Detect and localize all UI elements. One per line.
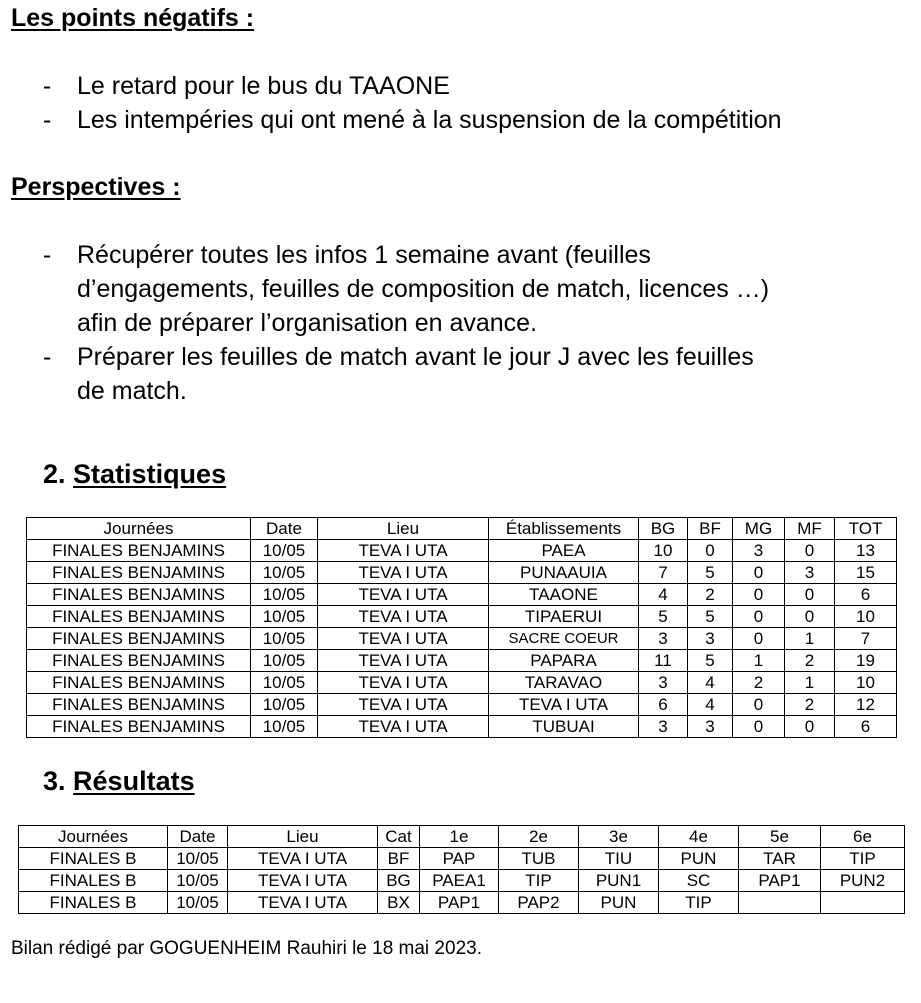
list-item-line: afin de préparer l’organisation en avance. xyxy=(77,309,538,337)
table-row xyxy=(27,716,897,738)
table-cell: TAAONE xyxy=(489,584,639,606)
table-cell: 4 xyxy=(639,584,688,606)
table-cell: 10/05 xyxy=(168,848,228,870)
table-cell: 3 xyxy=(785,562,835,584)
results-heading xyxy=(43,766,195,797)
table-cell: PAP1 xyxy=(739,870,821,892)
table-cell: 1 xyxy=(785,628,835,650)
table-cell: PAP1 xyxy=(420,892,499,914)
table-cell: TIP xyxy=(499,870,579,892)
list-item xyxy=(0,238,769,340)
table-cell: TEVA I UTA xyxy=(228,848,378,870)
table-cell: TEVA I UTA xyxy=(228,870,378,892)
column-header: Date xyxy=(168,826,228,848)
table-cell: 10 xyxy=(639,540,688,562)
table-header-row xyxy=(19,826,905,848)
column-header: TOT xyxy=(835,518,897,540)
results-number: 3. xyxy=(43,766,66,796)
column-header: BG xyxy=(639,518,688,540)
list-item-line: Préparer les feuilles de match avant le jour J avec les feuilles xyxy=(77,343,754,371)
table-cell: 5 xyxy=(688,606,733,628)
table-cell: TEVA I UTA xyxy=(318,650,489,672)
table-cell: 0 xyxy=(733,694,785,716)
table-cell: 0 xyxy=(733,562,785,584)
table-cell: 0 xyxy=(733,606,785,628)
table-cell: PUN2 xyxy=(821,870,905,892)
table-cell: TEVA I UTA xyxy=(318,562,489,584)
table-cell: 10/05 xyxy=(251,584,318,606)
table-row xyxy=(19,870,905,892)
table-cell: TEVA I UTA xyxy=(228,892,378,914)
column-header: 1e xyxy=(420,826,499,848)
table-cell: TIPAERUI xyxy=(489,606,639,628)
table-cell: 10/05 xyxy=(251,628,318,650)
table-cell: TEVA I UTA xyxy=(489,694,639,716)
table-header-row xyxy=(27,518,897,540)
table-cell: TEVA I UTA xyxy=(318,672,489,694)
table-cell: 2 xyxy=(688,584,733,606)
table-cell: FINALES BENJAMINS xyxy=(27,650,251,672)
negatives-title: Les points négatifs : xyxy=(11,4,255,32)
table-cell: 0 xyxy=(733,584,785,606)
table-cell: FINALES BENJAMINS xyxy=(27,584,251,606)
table-cell: 3 xyxy=(688,716,733,738)
table-row xyxy=(27,650,897,672)
table-cell: 10/05 xyxy=(251,540,318,562)
list-item-line: d’engagements, feuilles de composition de match, licences …) xyxy=(77,275,770,303)
table-cell: FINALES B xyxy=(19,848,168,870)
results-title: Résultats xyxy=(73,766,195,796)
column-header: 6e xyxy=(821,826,905,848)
table-row xyxy=(19,892,905,914)
column-header: Journées xyxy=(27,518,251,540)
table-cell: TARAVAO xyxy=(489,672,639,694)
table-cell: TIU xyxy=(579,848,659,870)
table-cell: 15 xyxy=(835,562,897,584)
table-cell: 13 xyxy=(835,540,897,562)
table-cell: 10/05 xyxy=(251,716,318,738)
table-cell: 6 xyxy=(835,584,897,606)
table-cell: TEVA I UTA xyxy=(318,628,489,650)
table-cell: PAPARA xyxy=(489,650,639,672)
column-header: 5e xyxy=(739,826,821,848)
list-item-line: de match. xyxy=(77,377,187,405)
column-header: MF xyxy=(785,518,835,540)
table-row xyxy=(27,584,897,606)
perspectives-list xyxy=(0,238,769,408)
table-cell: TEVA I UTA xyxy=(318,606,489,628)
table-cell: FINALES BENJAMINS xyxy=(27,606,251,628)
column-header: 4e xyxy=(659,826,739,848)
statistics-table xyxy=(26,517,897,738)
table-cell: 5 xyxy=(688,562,733,584)
table-cell: 10/05 xyxy=(168,870,228,892)
table-cell xyxy=(821,892,905,914)
column-header: Établissements xyxy=(489,518,639,540)
table-cell: FINALES BENJAMINS xyxy=(27,628,251,650)
table-cell: 10 xyxy=(835,672,897,694)
table-cell: 7 xyxy=(639,562,688,584)
table-cell: TEVA I UTA xyxy=(318,584,489,606)
list-item: - Les intempéries qui ont mené à la suspension de la compétition xyxy=(0,103,782,137)
table-cell: 10/05 xyxy=(251,672,318,694)
column-header: Journées xyxy=(19,826,168,848)
table-cell: 2 xyxy=(785,694,835,716)
table-cell: TEVA I UTA xyxy=(318,716,489,738)
results-table xyxy=(18,825,905,914)
statistics-number: 2. xyxy=(43,459,66,489)
table-cell: TIP xyxy=(659,892,739,914)
list-item: - Le retard pour le bus du TAAONE xyxy=(0,69,782,103)
table-cell: PAP2 xyxy=(499,892,579,914)
table-cell: PAP xyxy=(420,848,499,870)
table-cell: 0 xyxy=(785,606,835,628)
table-cell: 10/05 xyxy=(251,562,318,584)
statistics-heading xyxy=(43,459,226,490)
table-cell: 2 xyxy=(733,672,785,694)
table-cell: FINALES BENJAMINS xyxy=(27,716,251,738)
table-cell: 4 xyxy=(688,672,733,694)
table-cell: 3 xyxy=(639,628,688,650)
table-cell: 12 xyxy=(835,694,897,716)
table-cell: TUB xyxy=(499,848,579,870)
list-item xyxy=(0,340,769,408)
table-cell: 6 xyxy=(639,694,688,716)
column-header: 3e xyxy=(579,826,659,848)
table-cell: FINALES BENJAMINS xyxy=(27,694,251,716)
table-cell: 4 xyxy=(688,694,733,716)
table-row xyxy=(27,628,897,650)
table-cell: 10/05 xyxy=(251,694,318,716)
table-cell: 7 xyxy=(835,628,897,650)
negatives-list xyxy=(0,69,782,137)
column-header: BF xyxy=(688,518,733,540)
perspectives-title: Perspectives : xyxy=(11,173,181,201)
table-cell: TUBUAI xyxy=(489,716,639,738)
table-cell: PUN xyxy=(579,892,659,914)
statistics-title: Statistiques xyxy=(73,459,227,489)
report-footer: Bilan rédigé par GOGUENHEIM Rauhiri le 18 mai 2023. xyxy=(11,938,482,959)
table-cell: PAEA1 xyxy=(420,870,499,892)
column-header: Cat xyxy=(378,826,420,848)
table-cell: 0 xyxy=(733,716,785,738)
table-cell: PUNAAUIA xyxy=(489,562,639,584)
table-cell: FINALES B xyxy=(19,870,168,892)
table-cell: BG xyxy=(378,870,420,892)
table-cell: 10/05 xyxy=(251,606,318,628)
table-cell: 3 xyxy=(733,540,785,562)
table-cell: FINALES BENJAMINS xyxy=(27,540,251,562)
list-item-line: Récupérer toutes les infos 1 semaine avant (feuilles xyxy=(77,241,651,269)
table-row xyxy=(27,562,897,584)
table-row xyxy=(27,540,897,562)
table-cell: 1 xyxy=(733,650,785,672)
table-cell: SACRE COEUR xyxy=(489,628,639,650)
table-cell: TIP xyxy=(821,848,905,870)
table-cell: 3 xyxy=(688,628,733,650)
table-row xyxy=(27,672,897,694)
table-cell: 0 xyxy=(688,540,733,562)
table-cell: 10 xyxy=(835,606,897,628)
column-header: MG xyxy=(733,518,785,540)
table-cell: 11 xyxy=(639,650,688,672)
table-cell: BX xyxy=(378,892,420,914)
table-cell: PAEA xyxy=(489,540,639,562)
table-cell: FINALES BENJAMINS xyxy=(27,672,251,694)
table-cell: 0 xyxy=(785,584,835,606)
table-cell: 3 xyxy=(639,716,688,738)
table-cell: 2 xyxy=(785,650,835,672)
table-cell: 0 xyxy=(785,540,835,562)
table-cell: TAR xyxy=(739,848,821,870)
table-cell: 10/05 xyxy=(168,892,228,914)
table-cell: 19 xyxy=(835,650,897,672)
table-cell xyxy=(739,892,821,914)
table-row xyxy=(27,694,897,716)
table-cell: 10/05 xyxy=(251,650,318,672)
table-cell: 3 xyxy=(639,672,688,694)
table-cell: 5 xyxy=(639,606,688,628)
table-cell: 0 xyxy=(733,628,785,650)
table-cell: TEVA I UTA xyxy=(318,694,489,716)
table-cell: 0 xyxy=(785,716,835,738)
table-row xyxy=(19,848,905,870)
column-header: Lieu xyxy=(318,518,489,540)
table-cell: PUN1 xyxy=(579,870,659,892)
table-cell: SC xyxy=(659,870,739,892)
table-cell: PUN xyxy=(659,848,739,870)
table-cell: TEVA I UTA xyxy=(318,540,489,562)
table-cell: 1 xyxy=(785,672,835,694)
column-header: 2e xyxy=(499,826,579,848)
table-cell: FINALES BENJAMINS xyxy=(27,562,251,584)
table-cell: FINALES B xyxy=(19,892,168,914)
table-cell: 6 xyxy=(835,716,897,738)
table-cell: BF xyxy=(378,848,420,870)
table-cell: 5 xyxy=(688,650,733,672)
table-row xyxy=(27,606,897,628)
column-header: Lieu xyxy=(228,826,378,848)
column-header: Date xyxy=(251,518,318,540)
